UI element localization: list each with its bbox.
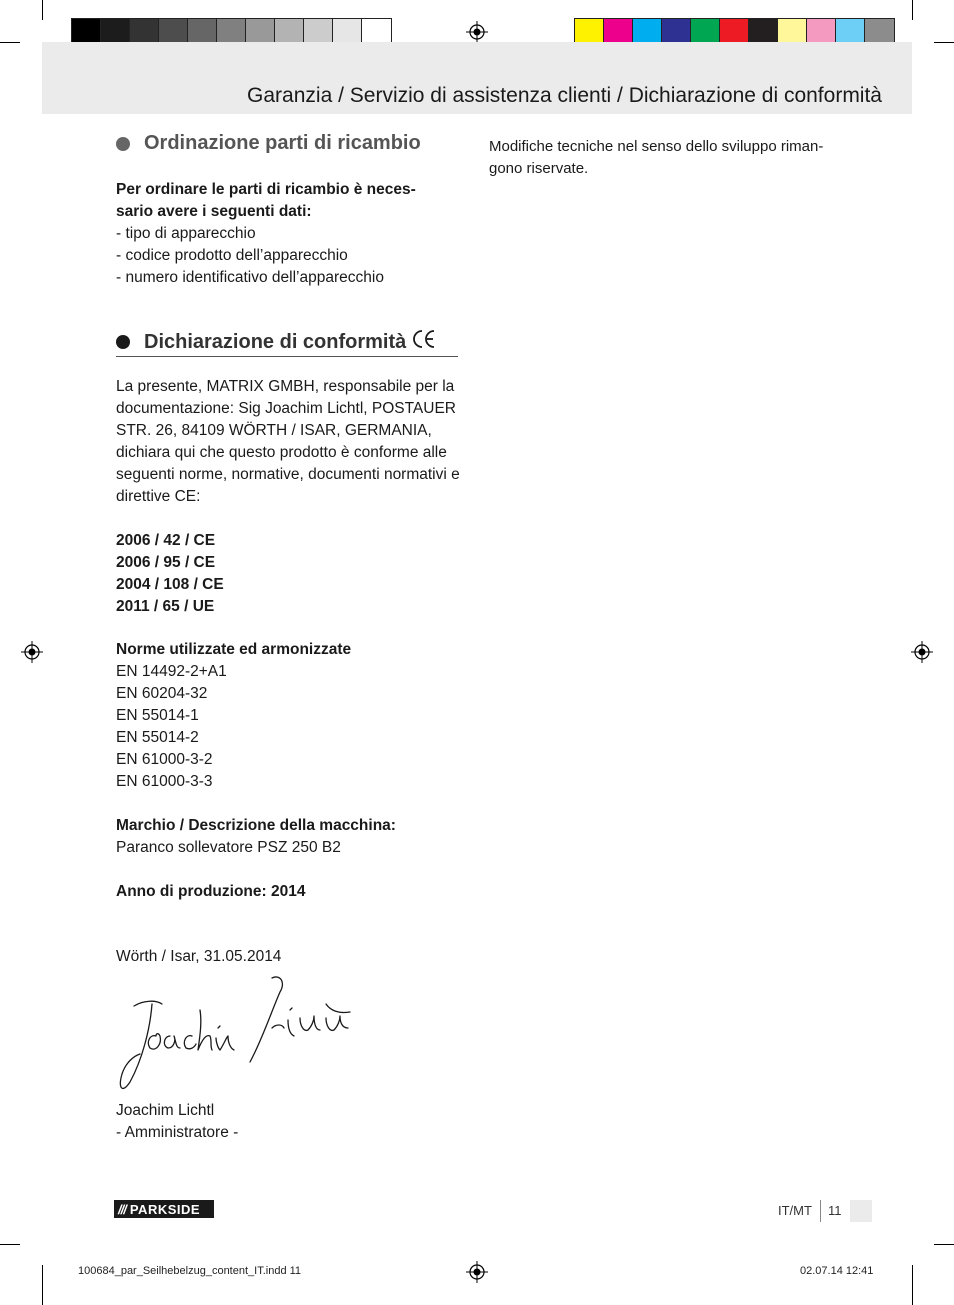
body-line: STR. 26, 84109 WÖRTH / ISAR, GERMANIA, [116, 422, 432, 439]
machine-block [116, 815, 466, 859]
note-line: gono riservate. [489, 160, 589, 177]
production-year: Anno di produzione: 2014 [116, 883, 306, 900]
signature-image [112, 970, 362, 1098]
registration-target-icon [21, 641, 43, 663]
registration-target-icon [911, 641, 933, 663]
directive-item: 2004 / 108 / CE [116, 576, 224, 593]
directive-item: 2006 / 95 / CE [116, 554, 216, 571]
body-line: La presente, MATRIX GMBH, responsabile per la [116, 378, 455, 395]
norm-item: EN 60204-32 [116, 685, 208, 702]
heading-underline [116, 356, 458, 357]
machine-heading: Marchio / Descrizione della macchina: [116, 817, 396, 834]
slug-datetime: 02.07.14 12:41 [800, 1265, 874, 1277]
crop-mark [0, 42, 20, 43]
logo-stripes: /// [118, 1201, 126, 1217]
place-date-text: Wörth / Isar, 31.05.2014 [116, 948, 282, 965]
bullet-icon [116, 335, 130, 349]
directive-item: 2006 / 42 / CE [116, 532, 216, 549]
body-line: dichiara qui che questo prodotto è conforme alle [116, 444, 447, 461]
place-date [116, 946, 466, 968]
norm-item: EN 61000-3-3 [116, 773, 213, 790]
spare-parts-body [116, 179, 466, 289]
parkside-logo [114, 1200, 214, 1218]
logo-brand: PARKSIDE [129, 1201, 201, 1217]
machine-value: Paranco sollevatore PSZ 250 B2 [116, 839, 341, 856]
body-line: seguenti norme, normative, documenti normativi e [116, 466, 460, 483]
page-title: Garanzia / Servizio di assistenza clienti / Dichiarazione di conformità [247, 84, 882, 107]
directives-list [116, 530, 466, 618]
norm-item: EN 55014-2 [116, 729, 199, 746]
crop-mark [912, 1265, 913, 1305]
intro-line: sario avere i seguenti dati: [116, 203, 312, 220]
norms-heading: Norme utilizzate ed armonizzate [116, 641, 352, 658]
body-line: documentazione: Sig Joachim Lichtl, POSTAUER [116, 400, 457, 417]
crop-mark [912, 0, 913, 20]
norms-list [116, 639, 466, 793]
body-line: direttive CE: [116, 488, 201, 505]
page-number: 11 [828, 1203, 842, 1218]
crop-mark [934, 42, 954, 43]
registration-target-icon [466, 1261, 488, 1283]
list-item: - codice prodotto dell’apparecchio [116, 247, 348, 264]
signer-block [116, 1100, 466, 1144]
year-block [116, 881, 466, 903]
crop-mark [934, 1244, 954, 1245]
list-item: - tipo di apparecchio [116, 225, 256, 242]
intro-line: Per ordinare le parti di ricambio è neces- [116, 181, 416, 198]
norm-item: EN 61000-3-2 [116, 751, 213, 768]
right-column-note [489, 136, 849, 180]
crop-mark [42, 0, 43, 20]
note-line: Modifiche tecniche nel senso dello sviluppo riman- [489, 138, 824, 155]
section-heading-spare-parts [116, 132, 421, 155]
crop-mark [0, 1244, 20, 1245]
norm-item: EN 14492-2+A1 [116, 663, 227, 680]
language-code: IT/MT [778, 1203, 812, 1218]
crop-mark [42, 1265, 43, 1305]
list-item: - numero identificativo dell’apparecchio [116, 269, 384, 286]
bullet-icon [116, 137, 130, 151]
heading-text: Ordinazione parti di ricambio [144, 132, 421, 154]
conformity-body [116, 376, 466, 508]
signer-role: - Amministratore - [116, 1124, 239, 1141]
page-tab [850, 1200, 872, 1222]
norm-item: EN 55014-1 [116, 707, 199, 724]
heading-text: Dichiarazione di conformità [144, 330, 407, 353]
slug-filename: 100684_par_Seilhebelzug_content_IT.indd 11 [78, 1265, 302, 1277]
signer-name: Joachim Lichtl [116, 1102, 215, 1119]
directive-item: 2011 / 65 / UE [116, 598, 215, 615]
ce-mark-icon [412, 329, 436, 355]
footer-divider [820, 1200, 821, 1222]
section-heading-conformity [116, 329, 436, 355]
registration-target-icon [466, 21, 488, 43]
